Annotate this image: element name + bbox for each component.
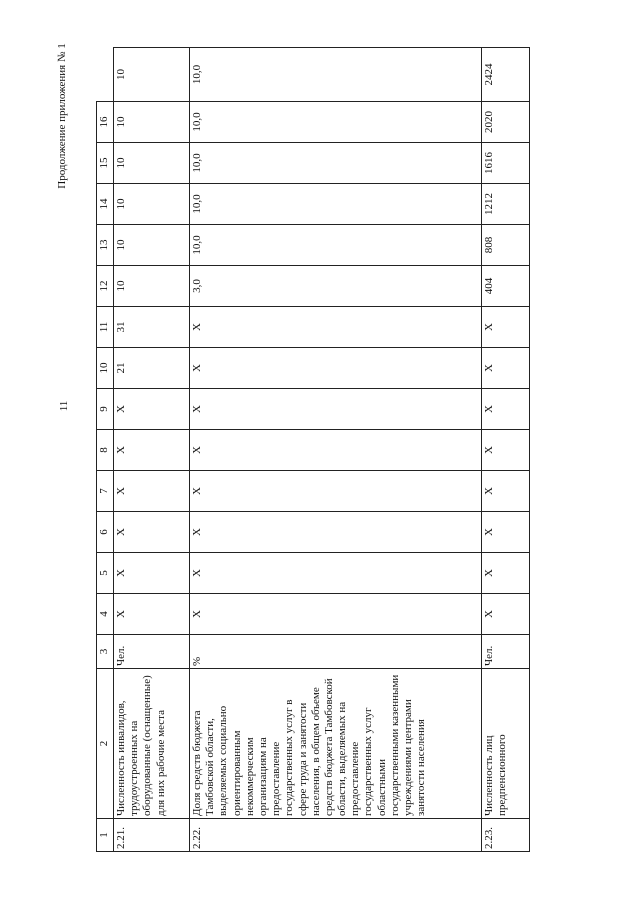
table-row xyxy=(190,48,482,852)
value-cell: Х xyxy=(190,512,482,553)
value-cell: 31 xyxy=(114,307,190,348)
value-cell: Х xyxy=(114,430,190,471)
value-cell: 808 xyxy=(482,225,530,266)
value-cell: Х xyxy=(114,553,190,594)
value-cell: 10,0 xyxy=(190,48,482,102)
value-cell: Х xyxy=(482,594,530,635)
value-cell: 10,0 xyxy=(190,102,482,143)
table-row xyxy=(482,48,530,852)
column-header: 13 xyxy=(97,225,114,266)
column-header: 10 xyxy=(97,348,114,389)
value-cell: Х xyxy=(190,553,482,594)
value-cell: 21 xyxy=(114,348,190,389)
row-number: 2.22. xyxy=(190,819,482,852)
column-header: 14 xyxy=(97,184,114,225)
page-number: 11 xyxy=(58,400,70,412)
column-header: 4 xyxy=(97,594,114,635)
value-cell: 10 xyxy=(114,102,190,143)
column-header: 1 xyxy=(97,819,114,852)
value-cell: 10 xyxy=(114,266,190,307)
row-number: 2.21. xyxy=(114,819,190,852)
column-header: 9 xyxy=(97,389,114,430)
column-header: 7 xyxy=(97,471,114,512)
rotated-table-wrapper xyxy=(96,47,528,852)
value-cell: 1616 xyxy=(482,143,530,184)
value-cell: 1212 xyxy=(482,184,530,225)
value-cell: Х xyxy=(190,471,482,512)
value-cell: 10 xyxy=(114,184,190,225)
value-cell: Х xyxy=(482,389,530,430)
value-cell: 404 xyxy=(482,266,530,307)
value-cell: Х xyxy=(114,512,190,553)
value-cell: Х xyxy=(482,430,530,471)
column-header: 12 xyxy=(97,266,114,307)
row-number: 2.23. xyxy=(482,819,530,852)
column-header: 6 xyxy=(97,512,114,553)
value-cell: 3,0 xyxy=(190,266,482,307)
indicator-name: Доля средств бюджета Тамбовской области, выделяемых социально ориентированным некоммерческим организациям на предоставление государственных услуг в сфере труда и занятости населения, в общем объеме средств бюджета Тамбовской области, выделяемых на предоставление государственных услуг областными государственными казенными учреждениями центрами занятости населения xyxy=(190,669,482,819)
value-cell: 10,0 xyxy=(190,225,482,266)
value-cell: Х xyxy=(114,471,190,512)
value-cell: 2424 xyxy=(482,48,530,102)
column-header: 3 xyxy=(97,635,114,669)
value-cell: Х xyxy=(190,430,482,471)
value-cell: Х xyxy=(482,512,530,553)
value-cell: Х xyxy=(114,594,190,635)
value-cell: Х xyxy=(190,389,482,430)
column-header: 11 xyxy=(97,307,114,348)
indicator-name: Численность инвалидов, трудоустроенных на оборудованные (оснащенные) для них рабочие места xyxy=(114,669,190,819)
value-cell: Х xyxy=(190,307,482,348)
value-cell: Х xyxy=(482,471,530,512)
indicator-name: Численность лиц предпенсионного xyxy=(482,669,530,819)
column-header: 2 xyxy=(97,669,114,819)
continuation-label: Продолжение приложения № 1 xyxy=(56,43,68,189)
unit-cell: Чел. xyxy=(482,635,530,669)
value-cell: 2020 xyxy=(482,102,530,143)
column-header: 8 xyxy=(97,430,114,471)
value-cell: 10 xyxy=(114,143,190,184)
header-row xyxy=(97,48,114,852)
value-cell: Х xyxy=(114,389,190,430)
value-cell: Х xyxy=(190,348,482,389)
value-cell: Х xyxy=(482,307,530,348)
column-header: 5 xyxy=(97,553,114,594)
column-header: 16 xyxy=(97,102,114,143)
unit-cell: % xyxy=(190,635,482,669)
value-cell: 10 xyxy=(114,48,190,102)
indicators-table xyxy=(96,47,530,852)
table-row xyxy=(114,48,190,852)
unit-cell: Чел. xyxy=(114,635,190,669)
column-header: 15 xyxy=(97,143,114,184)
value-cell: Х xyxy=(190,594,482,635)
value-cell: 10 xyxy=(114,225,190,266)
value-cell: 10,0 xyxy=(190,184,482,225)
value-cell: 10,0 xyxy=(190,143,482,184)
value-cell: Х xyxy=(482,348,530,389)
value-cell: Х xyxy=(482,553,530,594)
